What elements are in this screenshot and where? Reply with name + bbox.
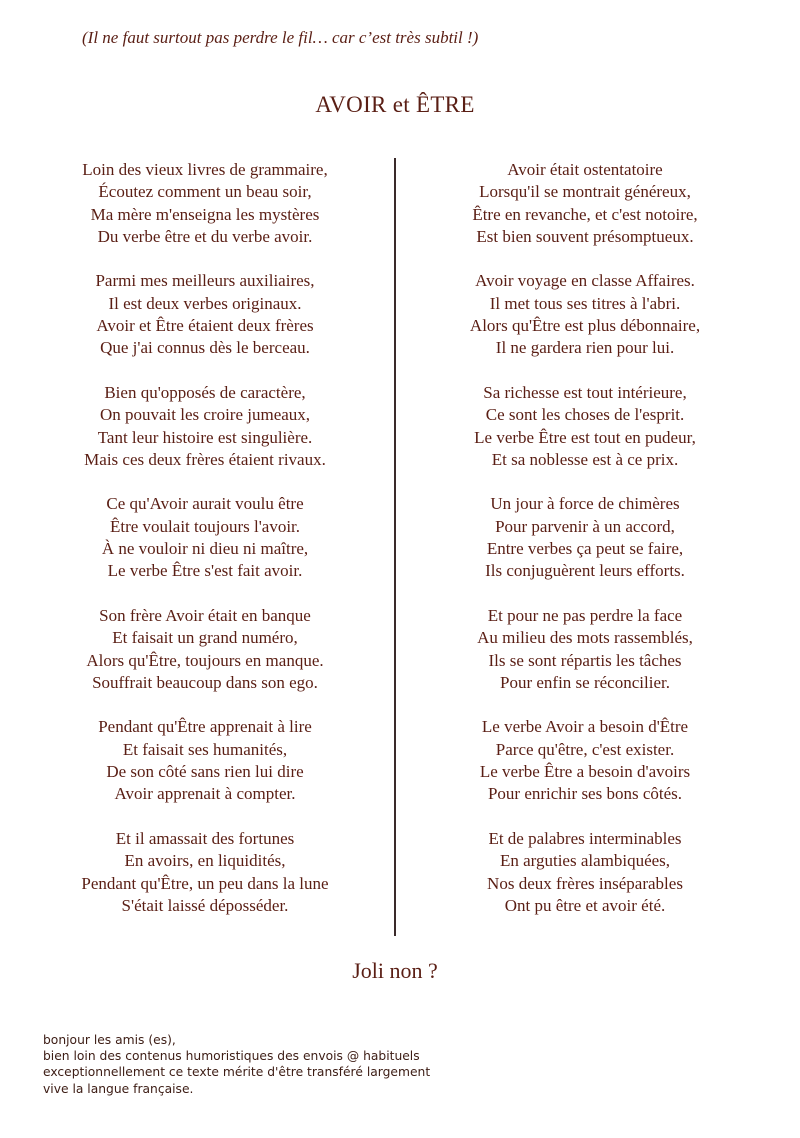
stanza: [15, 159, 395, 248]
verse-line: Et sa noblesse est à ce prix.: [491, 449, 679, 469]
verse-line: Avoir était ostentatoire: [507, 160, 663, 179]
verse-line: Ont pu être et avoir été.: [504, 895, 666, 915]
note-line: exceptionnellement ce texte mérite d'être transféré largement: [43, 1065, 431, 1080]
verse-line: Ma mère m'enseigna les mystères: [90, 204, 320, 224]
verse-line: Ils se sont répartis les tâches: [488, 650, 682, 670]
verse-line: Alors qu'Être, toujours en manque.: [86, 650, 324, 670]
note-line: bien loin des contenus humoristiques des envois @ habituels: [43, 1049, 420, 1064]
stanza: [395, 159, 775, 248]
verse-line: Nos deux frères inséparables: [487, 873, 683, 893]
verse-line: Au milieu des mots rassemblés,: [477, 628, 693, 648]
note-line: vive la langue française.: [43, 1081, 194, 1096]
verse-line: Ce sont les choses de l'esprit.: [485, 405, 685, 425]
verse-line: Et pour ne pas perdre la face: [487, 605, 683, 625]
verse-line: Pendant qu'Être, un peu dans la lune: [81, 873, 329, 893]
verse-line: Parce qu'être, c'est exister.: [495, 739, 675, 759]
verse-line: Il est deux verbes originaux.: [108, 293, 302, 313]
verse-line: Bien qu'opposés de caractère,: [104, 382, 306, 402]
stanza: [15, 828, 395, 917]
verse-line: De son côté sans rien lui dire: [106, 762, 304, 782]
verse-line: Il met tous ses titres à l'abri.: [489, 293, 681, 313]
verse-line: Pour enrichir ses bons côtés.: [487, 784, 683, 804]
verse-line: Avoir voyage en classe Affaires.: [475, 271, 695, 291]
verse-line: Et faisait un grand numéro,: [112, 628, 298, 648]
verse-line: Et il amassait des fortunes: [115, 828, 295, 848]
verse-line: Le verbe Être est tout en pudeur,: [474, 427, 696, 447]
verse-line: Avoir et Être étaient deux frères: [96, 316, 314, 336]
stanza: [15, 716, 395, 805]
verse-line: Avoir apprenait à compter.: [114, 784, 296, 804]
verse-line: En avoirs, en liquidités,: [124, 851, 286, 871]
stanza: [395, 382, 775, 471]
poem-left-column: [15, 159, 395, 939]
verse-line: Est bien souvent présomptueux.: [476, 226, 694, 246]
verse-line: Du verbe être et du verbe avoir.: [97, 226, 313, 246]
stanza: [395, 270, 775, 359]
verse-line: Loin des vieux livres de grammaire,: [82, 160, 328, 179]
verse-line: Pendant qu'Être apprenait à lire: [98, 717, 312, 737]
verse-line: Tant leur histoire est singulière.: [97, 427, 313, 447]
poem-title: AVOIR et ÊTRE: [315, 92, 475, 117]
closing-line: Joli non ?: [352, 958, 438, 983]
stanza: [395, 605, 775, 694]
verse-line: Écoutez comment un beau soir,: [98, 182, 312, 202]
email-note: [43, 1032, 430, 1097]
stanza: [395, 716, 775, 805]
verse-line: Le verbe Avoir a besoin d'Être: [481, 717, 689, 737]
verse-line: Parmi mes meilleurs auxiliaires,: [95, 271, 315, 291]
poem-right-column: [395, 159, 775, 939]
verse-line: Souffrait beaucoup dans son ego.: [92, 672, 318, 692]
stanza: [395, 493, 775, 582]
stanza: [15, 605, 395, 694]
note-line: bonjour les amis (es),: [43, 1033, 176, 1047]
verse-line: Ils conjuguèrent leurs efforts.: [485, 561, 685, 581]
verse-line: Pour parvenir à un accord,: [495, 516, 675, 536]
verse-line: Et faisait ses humanités,: [122, 739, 288, 759]
verse-line: À ne vouloir ni dieu ni maître,: [101, 539, 309, 559]
verse-line: Un jour à force de chimères: [490, 494, 680, 514]
verse-line: Alors qu'Être est plus débonnaire,: [469, 316, 701, 336]
stanza: [15, 270, 395, 359]
verse-line: Pour enfin se réconcilier.: [500, 672, 670, 692]
verse-line: S'était laissé déposséder.: [121, 895, 289, 915]
verse-line: Entre verbes ça peut se faire,: [486, 539, 684, 559]
verse-line: Le verbe Être s'est fait avoir.: [107, 561, 303, 581]
verse-line: Son frère Avoir était en banque: [99, 605, 311, 625]
verse-line: En arguties alambiquées,: [499, 851, 671, 871]
verse-line: Être en revanche, et c'est notoire,: [472, 204, 698, 224]
subtitle: (Il ne faut surtout pas perdre le fil… car c’est très subtil !): [82, 28, 479, 47]
verse-line: Et de palabres interminables: [488, 828, 682, 848]
verse-line: Mais ces deux frères étaient rivaux.: [84, 449, 326, 469]
verse-line: Lorsqu'il se montrait généreux,: [479, 182, 691, 202]
stanza: [15, 382, 395, 471]
verse-line: On pouvait les croire jumeaux,: [99, 405, 311, 425]
stanza: [395, 828, 775, 917]
verse-line: Sa richesse est tout intérieure,: [483, 382, 687, 402]
verse-line: Il ne gardera rien pour lui.: [495, 338, 675, 358]
verse-line: Le verbe Être a besoin d'avoirs: [479, 762, 691, 782]
verse-line: Ce qu'Avoir aurait voulu être: [106, 494, 304, 514]
stanza: [15, 493, 395, 582]
verse-line: Que j'ai connus dès le berceau.: [100, 338, 310, 358]
verse-line: Être voulait toujours l'avoir.: [109, 516, 301, 536]
